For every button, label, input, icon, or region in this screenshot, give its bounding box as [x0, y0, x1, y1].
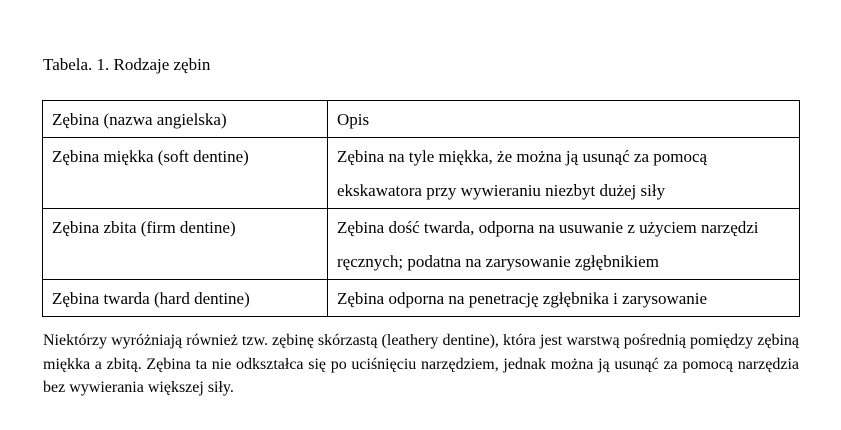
- body-paragraph: Niektórzy wyróżniają również tzw. zębinę skórzastą (leathery dentine), która jest warstwą pośrednią pomiędzy zębiną miękka a zbitą. Zębina ta nie odkształca się po uciśnięciu narzędziem, jednak można ją usunąć za pomocą narzędzia bez wywierania większej siły.: [43, 332, 799, 396]
- dentine-description-cell: Zębina na tyle miękka, że można ją usunąć za pomocą ekskawatora przy wywieraniu niezbyt dużej siły: [328, 138, 800, 209]
- table-row: [43, 209, 800, 280]
- dentine-name-cell: Zębina miękka (soft dentine): [43, 138, 328, 209]
- dentine-types-table: [42, 100, 800, 317]
- dentine-description-cell: Zębina dość twarda, odporna na usuwanie z użyciem narzędzi ręcznych; podatna na zarysowanie zgłębnikiem: [328, 209, 800, 280]
- table-row: [43, 138, 800, 209]
- table-caption: Tabela. 1. Rodzaje zębin: [43, 55, 211, 74]
- dentine-name-cell: Zębina twarda (hard dentine): [43, 280, 328, 317]
- column-header-description: Opis: [328, 101, 800, 138]
- table-header-row: [43, 101, 800, 138]
- dentine-name-cell: Zębina zbita (firm dentine): [43, 209, 328, 280]
- dentine-description-cell: Zębina odporna na penetrację zgłębnika i zarysowanie: [328, 280, 800, 317]
- column-header-name: Zębina (nazwa angielska): [43, 101, 328, 138]
- table-row: [43, 280, 800, 317]
